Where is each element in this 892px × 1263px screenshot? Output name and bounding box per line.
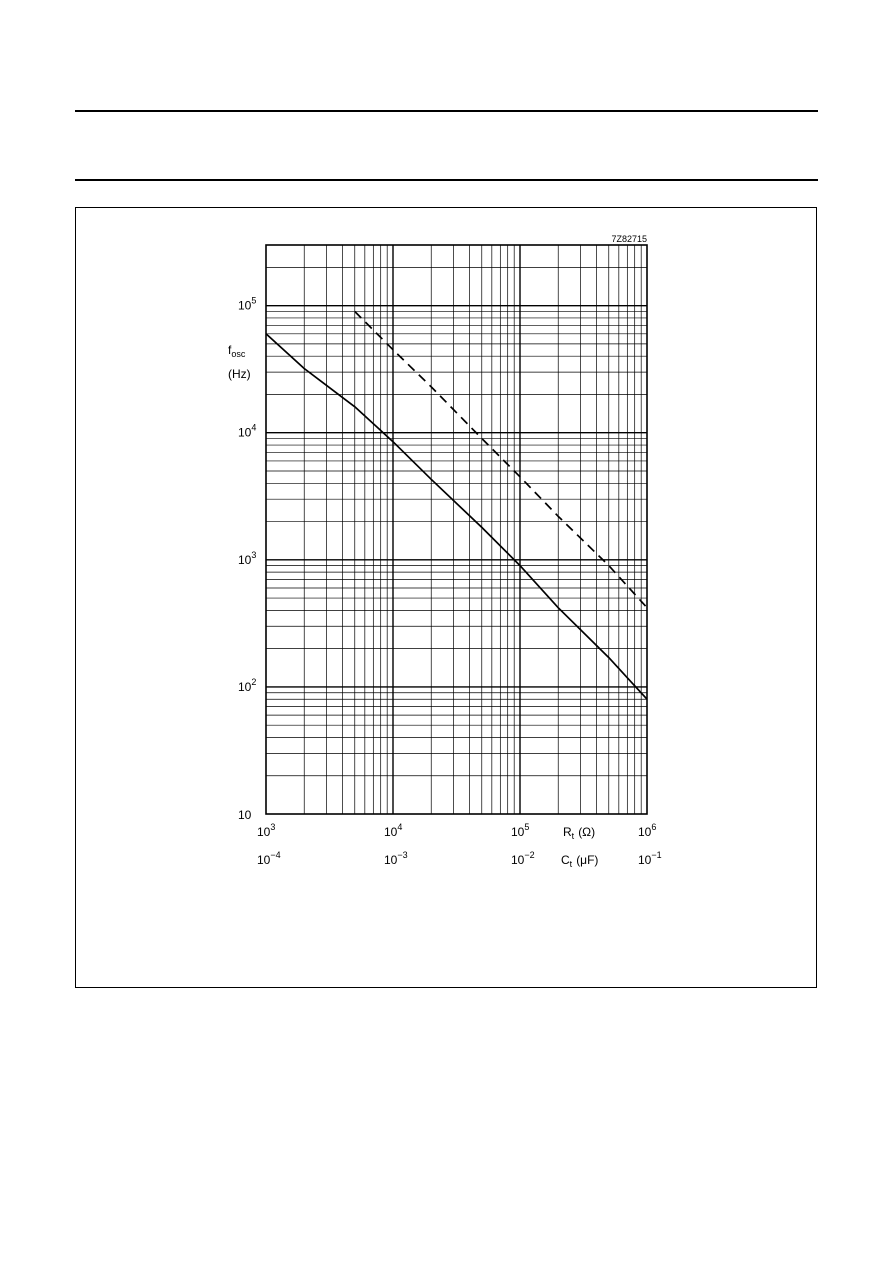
y-tick-label: $10^4$ (238, 422, 257, 440)
x-axis-secondary-label-sub: t (569, 859, 573, 869)
x-axis-secondary-unit: (μF) (576, 853, 599, 867)
x-axis-primary-label-sub: t (571, 831, 575, 841)
x-axis-secondary-label (561, 853, 598, 869)
x-tick-label-secondary: $10^{-2}$ (511, 850, 535, 867)
y-tick-label: $10^2$ (238, 676, 257, 694)
figure-frame (75, 207, 817, 988)
header-rule-top (75, 110, 818, 112)
x-tick-label-secondary: $10^{-4}$ (257, 850, 281, 867)
x-tick-label-primary: $10^6$ (638, 822, 657, 839)
x-tick-label-primary: $10^3$ (257, 822, 276, 839)
chart-grid (266, 245, 647, 814)
x-axis-primary-label (563, 825, 595, 841)
plot-border (266, 245, 647, 814)
header-rule-second (75, 179, 818, 181)
y-axis-unit: (Hz) (228, 367, 251, 381)
series-line-solid (266, 334, 647, 699)
x-tick-label-primary: $10^4$ (384, 822, 403, 839)
x-tick-label-primary: $10^5$ (511, 822, 530, 839)
y-axis-label-main: f (228, 343, 232, 357)
x-axis-secondary-label-main: C (561, 853, 570, 867)
y-axis-label-sub: osc (231, 349, 246, 359)
chart-series (266, 312, 647, 700)
x-axis-primary-label-main: R (563, 825, 572, 839)
x-axis-primary-unit: (Ω) (578, 825, 596, 839)
y-tick-label: 10 (238, 808, 252, 822)
figure-code: 7Z82715 (611, 234, 647, 244)
y-tick-label: $10^5$ (238, 295, 257, 313)
y-axis-label (228, 343, 246, 359)
x-tick-label-secondary: $10^{-3}$ (384, 850, 408, 867)
x-tick-label-secondary: $10^{-1}$ (638, 850, 662, 867)
frequency-chart (76, 208, 818, 989)
y-tick-label: $10^3$ (238, 549, 257, 567)
